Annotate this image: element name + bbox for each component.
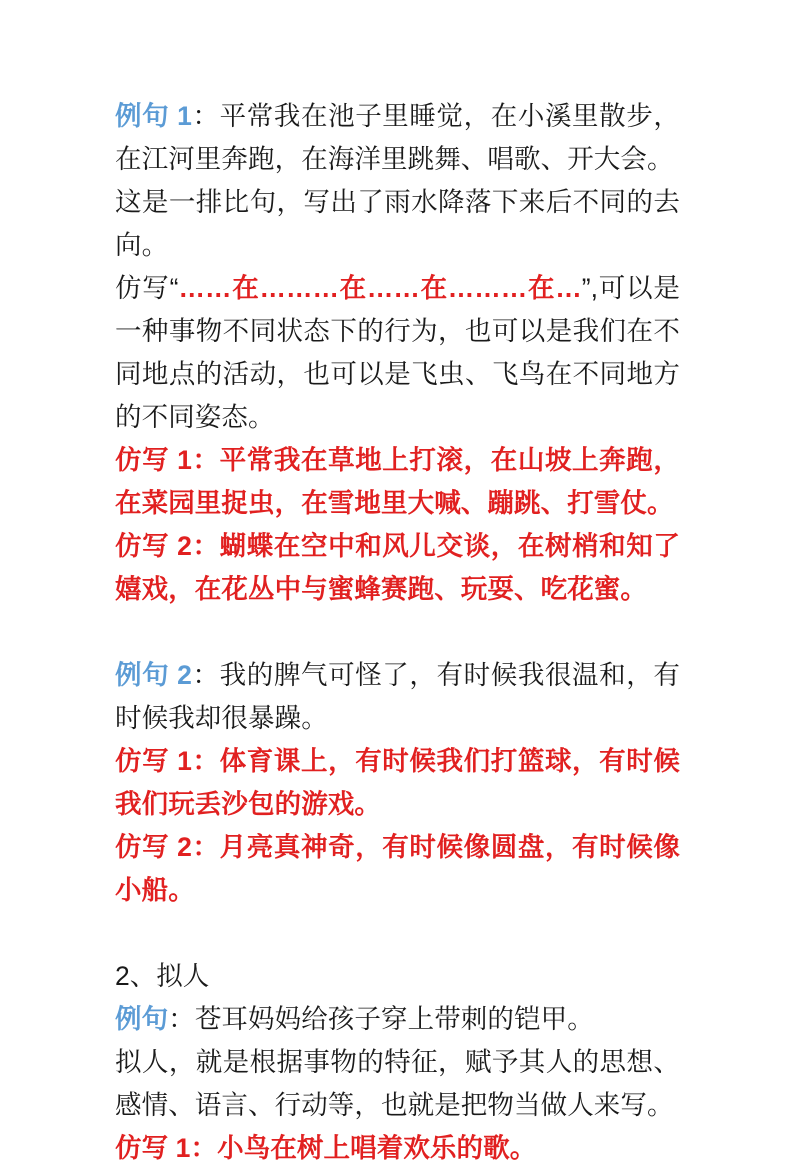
- pattern-prefix: 仿写“: [115, 273, 179, 303]
- imitation-3-text: 体育课上，有时候我们打篮球，有时候我们玩丢沙包的游戏。: [115, 746, 680, 819]
- example-sentence-2: [115, 654, 680, 740]
- section-gap-2: [115, 912, 680, 955]
- example-1-colon: ：: [192, 101, 220, 131]
- imitation-niren-colon: ：: [190, 1133, 218, 1163]
- example-2-label: 例句 2: [115, 660, 193, 690]
- example-sentence-niren: [115, 998, 680, 1041]
- example-niren-text: 苍耳妈妈给孩子穿上带刺的铠甲。: [194, 1004, 594, 1034]
- document-body: [115, 95, 680, 1170]
- imitation-3-label: 仿写 1: [115, 746, 193, 776]
- pattern-template-line: [115, 267, 680, 439]
- imitation-2-label: 仿写 2: [115, 531, 193, 561]
- imitation-1-niren: [115, 1127, 680, 1170]
- example-2-text: 我的脾气可怪了，有时候我很温和，有时候我却很暴躁。: [115, 660, 680, 733]
- imitation-1-duibi: [115, 740, 680, 826]
- pattern-placeholder-text: ……在………在……在………在…: [178, 273, 582, 303]
- example-sentence-1: [115, 95, 680, 181]
- imitation-2-paibi: [115, 525, 680, 611]
- imitation-niren-text: 小鸟在树上唱着欢乐的歌。: [217, 1133, 537, 1163]
- imitation-2-text: 蝴蝶在空中和风儿交谈，在树梢和知了嬉戏，在花丛中与蜜蜂赛跑、玩耍、吃花蜜。: [115, 531, 680, 604]
- imitation-1-paibi: [115, 439, 680, 525]
- example-niren-label: 例句: [115, 1004, 169, 1034]
- section-niren: [115, 955, 680, 1170]
- imitation-1-label: 仿写 1: [115, 445, 193, 475]
- imitation-4-colon: ：: [192, 832, 220, 862]
- explanation-paibi: 这是一排比句，写出了雨水降落下来后不同的去向。: [115, 187, 680, 260]
- explanation-niren: 拟人，就是根据事物的特征，赋予其人的思想、感情、语言、行动等，也就是把物当做人来写。: [115, 1047, 680, 1120]
- imitation-3-colon: ：: [192, 746, 220, 776]
- example-1-text: 平常我在池子里睡觉，在小溪里散步，在江河里奔跑，在海洋里跳舞、唱歌、开大会。: [115, 101, 680, 174]
- imitation-2-duibi: [115, 826, 680, 912]
- imitation-niren-label: 仿写 1: [115, 1133, 191, 1163]
- imitation-4-label: 仿写 2: [115, 832, 193, 862]
- section-gap-1: [115, 611, 680, 654]
- imitation-1-text: 平常我在草地上打滚，在山坡上奔跑，在菜园里捉虫，在雪地里大喊、蹦跳、打雪仗。: [115, 445, 680, 518]
- imitation-4-text: 月亮真神奇，有时候像圆盘，有时候像小船。: [115, 832, 680, 905]
- example-1-label: 例句 1: [115, 101, 193, 131]
- pattern-suffix: ”,可以是一种事物不同状态下的行为，也可以是我们在不同地点的活动，也可以是飞虫、飞鸟在不同地方的不同姿态。: [115, 273, 681, 432]
- example-niren-colon: ：: [168, 1004, 195, 1034]
- imitation-2-colon: ：: [192, 531, 220, 561]
- section-heading-niren: 2、拟人: [115, 961, 210, 991]
- section-paibi: [115, 95, 680, 912]
- imitation-1-colon: ：: [192, 445, 220, 475]
- example-2-colon: ：: [192, 660, 220, 690]
